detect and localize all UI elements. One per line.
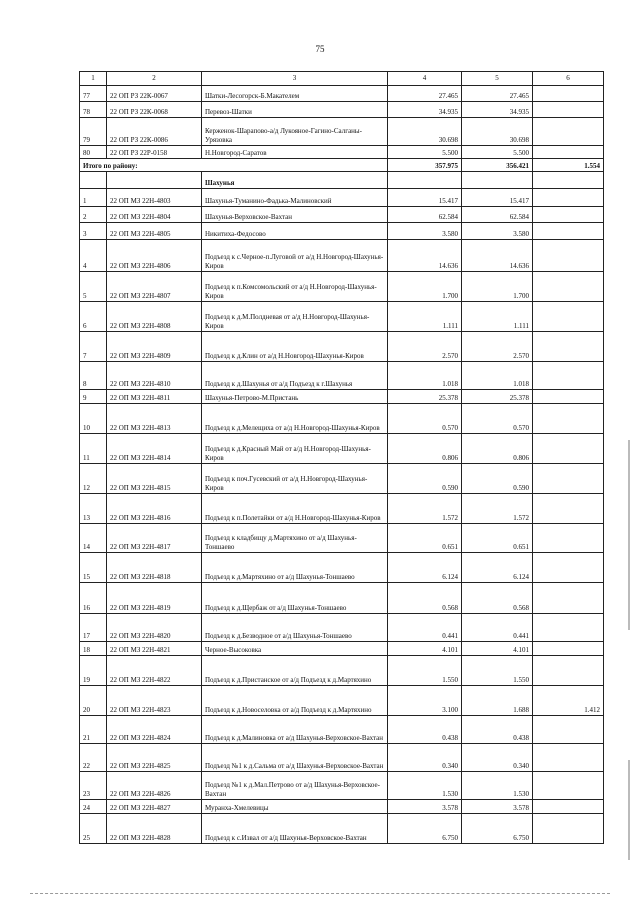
table-row	[80, 272, 604, 302]
length-unpaved-cell	[533, 332, 604, 362]
length-unpaved-cell	[533, 207, 604, 223]
road-name: Подъезд к д.Шахунья от а/д Подъезд к г.Шахунья	[202, 362, 388, 390]
header-cell: 2	[107, 72, 202, 86]
row-number: 1	[80, 189, 107, 207]
road-code: 22 ОП МЗ 22Н-4814	[107, 434, 202, 464]
table-row	[80, 553, 604, 583]
row-number: 24	[80, 800, 107, 814]
row-number: 17	[80, 614, 107, 642]
road-code: 22 ОП МЗ 22Н-4827	[107, 800, 202, 814]
table-row	[80, 86, 604, 102]
row-number: 5	[80, 272, 107, 302]
scan-edge-line	[30, 893, 610, 894]
row-number: 21	[80, 716, 107, 744]
length-unpaved-cell	[533, 434, 604, 464]
row-number: 3	[80, 223, 107, 240]
length-paved-cell: 0.340	[462, 744, 533, 772]
length-total-cell: 25.378	[388, 390, 462, 404]
length-total-cell: 5.500	[388, 146, 462, 159]
road-code: 22 ОП РЗ 22К-0067	[107, 86, 202, 102]
road-name: Подъезд к поч.Гусевский от а/д Н.Новгород-Шахунья-Киров	[202, 464, 388, 494]
road-code: 22 ОП МЗ 22Н-4815	[107, 464, 202, 494]
length-paved-cell: 1.111	[462, 302, 533, 332]
length-unpaved-cell	[533, 118, 604, 146]
length-paved-cell: 0.441	[462, 614, 533, 642]
length-paved-cell: 25.378	[462, 390, 533, 404]
length-unpaved-cell	[533, 800, 604, 814]
length-unpaved-cell	[533, 553, 604, 583]
length-unpaved-cell	[533, 642, 604, 656]
length-unpaved-cell	[533, 772, 604, 800]
table-row	[80, 332, 604, 362]
row-number: 12	[80, 464, 107, 494]
row-number: 11	[80, 434, 107, 464]
length-unpaved-cell	[533, 716, 604, 744]
road-code: 22 ОП РЗ 22К-0068	[107, 102, 202, 118]
table-row	[80, 614, 604, 642]
road-code: 22 ОП МЗ 22Н-4823	[107, 686, 202, 716]
table-row	[80, 302, 604, 332]
length-unpaved-cell	[533, 86, 604, 102]
total-label: Итого по району:	[80, 159, 388, 172]
road-code: 22 ОП МЗ 22Н-4817	[107, 524, 202, 553]
length-paved-cell: 1.572	[462, 494, 533, 524]
length-paved-cell: 0.568	[462, 583, 533, 614]
road-name: Шахунья-Петрово-М.Пристань	[202, 390, 388, 404]
length-paved-cell: 5.500	[462, 146, 533, 159]
length-total-cell: 62.584	[388, 207, 462, 223]
empty-cell	[107, 172, 202, 189]
road-name: Подъезд к п.Комсомольский от а/д Н.Новгород-Шахунья-Киров	[202, 272, 388, 302]
header-cell: 4	[388, 72, 462, 86]
table-row	[80, 189, 604, 207]
road-code: 22 ОП МЗ 22Н-4813	[107, 404, 202, 434]
header-cell: 1	[80, 72, 107, 86]
table-row	[80, 814, 604, 844]
length-paved-cell: 0.806	[462, 434, 533, 464]
row-number: 14	[80, 524, 107, 553]
table-row	[80, 404, 604, 434]
length-paved-cell: 14.636	[462, 240, 533, 272]
length-paved-cell: 1.688	[462, 686, 533, 716]
length-paved-cell: 0.590	[462, 464, 533, 494]
empty-cell	[388, 172, 462, 189]
row-number: 4	[80, 240, 107, 272]
road-code: 22 ОП МЗ 22Н-4803	[107, 189, 202, 207]
row-number: 22	[80, 744, 107, 772]
row-number: 20	[80, 686, 107, 716]
empty-cell	[462, 172, 533, 189]
road-name: Никитиха-Федосово	[202, 223, 388, 240]
table-row	[80, 800, 604, 814]
header-cell: 6	[533, 72, 604, 86]
length-total-cell: 0.438	[388, 716, 462, 744]
table-row	[80, 464, 604, 494]
row-number: 79	[80, 118, 107, 146]
road-name: Подъезд к д.М.Полдневая от а/д Н.Новгород-Шахунья-Киров	[202, 302, 388, 332]
length-paved-cell: 34.935	[462, 102, 533, 118]
length-unpaved-cell	[533, 583, 604, 614]
road-name: Подъезд к д.Мартяхино от а/д Шахунья-Тоншаево	[202, 553, 388, 583]
row-number: 78	[80, 102, 107, 118]
section-title: Шахунья	[202, 172, 388, 189]
total-paved-cell: 356.421	[462, 159, 533, 172]
road-name: Подъезд к кладбищу д.Мартяхино от а/д Шахунья-Тоншаево	[202, 524, 388, 553]
table-row	[80, 362, 604, 390]
table-row	[80, 744, 604, 772]
road-name: Подъезд к д.Красный Май от а/д Н.Новгород-Шахунья-Киров	[202, 434, 388, 464]
road-name: Шахунья-Верховское-Вахтан	[202, 207, 388, 223]
row-number: 10	[80, 404, 107, 434]
road-code: 22 ОП РЗ 22К-0086	[107, 118, 202, 146]
length-total-cell: 0.590	[388, 464, 462, 494]
road-name: Муранха-Хмелевицы	[202, 800, 388, 814]
table-row	[80, 642, 604, 656]
length-unpaved-cell	[533, 656, 604, 686]
road-code: 22 ОП МЗ 22Н-4819	[107, 583, 202, 614]
length-unpaved-cell	[533, 102, 604, 118]
road-name: Подъезд к д.Мелещиха от а/д Н.Новгород-Шахунья-Киров	[202, 404, 388, 434]
road-code: 22 ОП МЗ 22Н-4809	[107, 332, 202, 362]
table-row	[80, 716, 604, 744]
length-total-cell: 3.578	[388, 800, 462, 814]
length-unpaved-cell	[533, 189, 604, 207]
row-number: 18	[80, 642, 107, 656]
row-number: 25	[80, 814, 107, 844]
length-total-cell: 27.465	[388, 86, 462, 102]
length-paved-cell: 2.570	[462, 332, 533, 362]
length-total-cell: 14.636	[388, 240, 462, 272]
table-row	[80, 524, 604, 553]
length-unpaved-cell: 1.412	[533, 686, 604, 716]
row-number: 2	[80, 207, 107, 223]
length-unpaved-cell	[533, 464, 604, 494]
table-row	[80, 118, 604, 146]
header-cell: 3	[202, 72, 388, 86]
road-name: Подъезд к с.Извал от а/д Шахунья-Верховское-Вахтан	[202, 814, 388, 844]
length-unpaved-cell	[533, 524, 604, 553]
length-total-cell: 0.441	[388, 614, 462, 642]
row-number: 8	[80, 362, 107, 390]
length-total-cell: 1.550	[388, 656, 462, 686]
total-length-cell: 357.975	[388, 159, 462, 172]
road-code: 22 ОП МЗ 22Н-4811	[107, 390, 202, 404]
road-code: 22 ОП МЗ 22Н-4807	[107, 272, 202, 302]
length-total-cell: 3.100	[388, 686, 462, 716]
length-total-cell: 0.340	[388, 744, 462, 772]
length-unpaved-cell	[533, 223, 604, 240]
length-total-cell: 6.750	[388, 814, 462, 844]
length-unpaved-cell	[533, 814, 604, 844]
empty-cell	[533, 172, 604, 189]
length-unpaved-cell	[533, 614, 604, 642]
length-paved-cell: 15.417	[462, 189, 533, 207]
table-row	[80, 102, 604, 118]
road-name: Перевоз-Шатки	[202, 102, 388, 118]
table-row	[80, 223, 604, 240]
road-code: 22 ОП МЗ 22Н-4805	[107, 223, 202, 240]
road-name: Подъезд к с.Черное-п.Луговой от а/д Н.Новгород-Шахунья-Киров	[202, 240, 388, 272]
length-unpaved-cell	[533, 404, 604, 434]
road-name: Подъезд №1 к д.Сальма от а/д Шахунья-Верховское-Вахтан	[202, 744, 388, 772]
road-name: Н.Новгород-Саратов	[202, 146, 388, 159]
scan-edge-mark	[628, 440, 630, 630]
row-number: 77	[80, 86, 107, 102]
roads-table	[79, 71, 604, 844]
total-unpaved-cell: 1.554	[533, 159, 604, 172]
road-name: Керженок-Шарапово-а/д Лукояное-Гагино-Салганы-Урязовка	[202, 118, 388, 146]
road-name: Подъезд к д.Безводное от а/д Шахунья-Тоншаево	[202, 614, 388, 642]
road-name: Подъезд №1 к д.Мал.Петрово от а/д Шахунья-Верховское-Вахтан	[202, 772, 388, 800]
length-paved-cell: 0.651	[462, 524, 533, 553]
road-code: 22 ОП МЗ 22Н-4824	[107, 716, 202, 744]
length-unpaved-cell	[533, 302, 604, 332]
empty-cell	[80, 172, 107, 189]
row-number: 13	[80, 494, 107, 524]
length-total-cell: 2.570	[388, 332, 462, 362]
total-row	[80, 159, 604, 172]
length-total-cell: 1.700	[388, 272, 462, 302]
road-code: 22 ОП МЗ 22Н-4821	[107, 642, 202, 656]
row-number: 15	[80, 553, 107, 583]
length-total-cell: 1.018	[388, 362, 462, 390]
row-number: 6	[80, 302, 107, 332]
page-number: 75	[315, 44, 325, 54]
road-code: 22 ОП МЗ 22Н-4810	[107, 362, 202, 390]
road-code: 22 ОП РЗ 22Р-0158	[107, 146, 202, 159]
row-number: 9	[80, 390, 107, 404]
length-paved-cell: 3.580	[462, 223, 533, 240]
row-number: 7	[80, 332, 107, 362]
row-number: 19	[80, 656, 107, 686]
table-row	[80, 146, 604, 159]
length-paved-cell: 27.465	[462, 86, 533, 102]
scan-edge-mark	[628, 760, 630, 860]
road-name: Подъезд к д.Новоселовка от а/д Подъезд к д.Мартяхино	[202, 686, 388, 716]
table-row	[80, 656, 604, 686]
road-name: Подъезд к д.Клин от а/д Н.Новгород-Шахунья-Киров	[202, 332, 388, 362]
table-row	[80, 240, 604, 272]
length-paved-cell: 1.700	[462, 272, 533, 302]
length-total-cell: 34.935	[388, 102, 462, 118]
length-paved-cell: 4.101	[462, 642, 533, 656]
length-total-cell: 0.568	[388, 583, 462, 614]
row-number: 16	[80, 583, 107, 614]
length-total-cell: 1.111	[388, 302, 462, 332]
length-unpaved-cell	[533, 146, 604, 159]
length-paved-cell: 0.438	[462, 716, 533, 744]
length-paved-cell: 30.698	[462, 118, 533, 146]
table-row	[80, 686, 604, 716]
length-total-cell: 1.572	[388, 494, 462, 524]
road-name: Подъезд к п.Полетайки от а/д Н.Новгород-Шахунья-Киров	[202, 494, 388, 524]
road-code: 22 ОП МЗ 22Н-4806	[107, 240, 202, 272]
length-total-cell: 30.698	[388, 118, 462, 146]
road-code: 22 ОП МЗ 22Н-4818	[107, 553, 202, 583]
table-row	[80, 494, 604, 524]
table-row	[80, 390, 604, 404]
road-code: 22 ОП МЗ 22Н-4828	[107, 814, 202, 844]
length-paved-cell: 1.530	[462, 772, 533, 800]
road-code: 22 ОП МЗ 22Н-4820	[107, 614, 202, 642]
table-row	[80, 772, 604, 800]
length-total-cell: 4.101	[388, 642, 462, 656]
length-paved-cell: 3.578	[462, 800, 533, 814]
length-paved-cell: 1.018	[462, 362, 533, 390]
length-unpaved-cell	[533, 744, 604, 772]
length-paved-cell: 6.124	[462, 553, 533, 583]
length-total-cell: 6.124	[388, 553, 462, 583]
road-code: 22 ОП МЗ 22Н-4804	[107, 207, 202, 223]
road-name: Подъезд к д.Щербаж от а/д Шахунья-Тоншаево	[202, 583, 388, 614]
length-unpaved-cell	[533, 494, 604, 524]
length-paved-cell: 0.570	[462, 404, 533, 434]
road-code: 22 ОП МЗ 22Н-4816	[107, 494, 202, 524]
road-code: 22 ОП МЗ 22Н-4808	[107, 302, 202, 332]
header-cell: 5	[462, 72, 533, 86]
length-total-cell: 0.806	[388, 434, 462, 464]
length-paved-cell: 1.550	[462, 656, 533, 686]
length-total-cell: 0.651	[388, 524, 462, 553]
length-unpaved-cell	[533, 272, 604, 302]
road-code: 22 ОП МЗ 22Н-4822	[107, 656, 202, 686]
table-header-row	[80, 72, 604, 86]
road-name: Подъезд к д.Пристанское от а/д Подъезд к д.Мартяхино	[202, 656, 388, 686]
length-total-cell: 15.417	[388, 189, 462, 207]
length-total-cell: 3.580	[388, 223, 462, 240]
length-paved-cell: 6.750	[462, 814, 533, 844]
length-total-cell: 1.530	[388, 772, 462, 800]
table-row	[80, 583, 604, 614]
row-number: 80	[80, 146, 107, 159]
road-name: Черное-Высоковка	[202, 642, 388, 656]
road-name: Шахунья-Туманино-Фадька-Малиновский	[202, 189, 388, 207]
road-code: 22 ОП МЗ 22Н-4825	[107, 744, 202, 772]
road-name: Шатки-Лесогорск-Б.Макателем	[202, 86, 388, 102]
length-unpaved-cell	[533, 390, 604, 404]
section-row	[80, 172, 604, 189]
length-paved-cell: 62.584	[462, 207, 533, 223]
road-name: Подъезд к д.Малиновка от а/д Шахунья-Верховское-Вахтан	[202, 716, 388, 744]
length-unpaved-cell	[533, 362, 604, 390]
road-code: 22 ОП МЗ 22Н-4826	[107, 772, 202, 800]
length-unpaved-cell	[533, 240, 604, 272]
row-number: 23	[80, 772, 107, 800]
table-row	[80, 207, 604, 223]
table-row	[80, 434, 604, 464]
length-total-cell: 0.570	[388, 404, 462, 434]
